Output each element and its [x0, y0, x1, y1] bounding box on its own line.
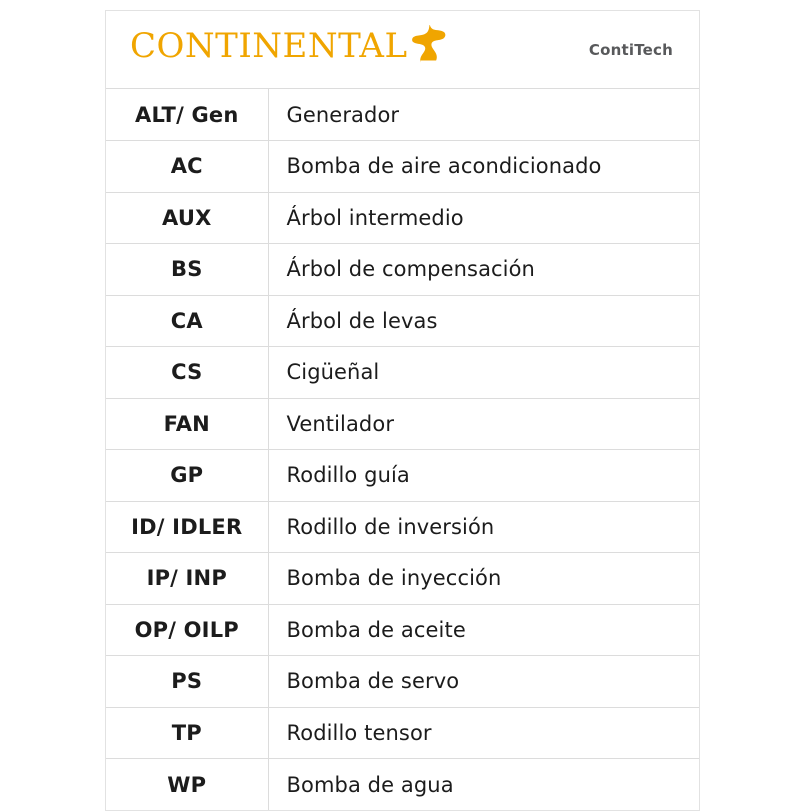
prancing-horse-icon	[412, 25, 446, 63]
table-row	[106, 398, 699, 450]
abbreviation-description: Ventilador	[268, 398, 699, 450]
contitech-label: ContiTech	[588, 41, 673, 59]
table-row	[106, 501, 699, 553]
abbreviation-code: ID/ IDLER	[106, 501, 268, 553]
brand-header	[106, 11, 699, 89]
abbreviation-code: AUX	[106, 192, 268, 244]
table-row	[106, 192, 699, 244]
table-row	[106, 553, 699, 605]
table-row	[106, 656, 699, 708]
abbreviation-description: Rodillo tensor	[268, 707, 699, 759]
continental-logo	[130, 27, 446, 65]
table-row	[106, 295, 699, 347]
abbreviation-description: Bomba de aire acondicionado	[268, 141, 699, 193]
table-row	[106, 141, 699, 193]
abbreviation-description: Rodillo de inversión	[268, 501, 699, 553]
abbreviation-description: Árbol de compensación	[268, 244, 699, 296]
abbreviation-code: FAN	[106, 398, 268, 450]
abbreviation-code: WP	[106, 759, 268, 811]
abbreviation-description: Árbol intermedio	[268, 192, 699, 244]
abbreviation-code: BS	[106, 244, 268, 296]
legend-sheet	[105, 10, 700, 811]
table-row	[106, 759, 699, 811]
table-row	[106, 604, 699, 656]
abbreviation-description: Bomba de agua	[286, 772, 454, 797]
abbreviation-description: Rodillo guía	[268, 450, 699, 502]
abbreviation-description: Cigüeñal	[268, 347, 699, 399]
abbreviation-description: Árbol de levas	[268, 295, 699, 347]
table-row	[106, 89, 699, 141]
abbreviation-code: AC	[106, 141, 268, 193]
abbreviation-code: CS	[106, 347, 268, 399]
abbreviation-code: ALT/ Gen	[106, 89, 268, 141]
table-row	[106, 244, 699, 296]
table-row	[106, 450, 699, 502]
abbreviation-code: PS	[106, 656, 268, 708]
abbreviation-code: OP/ OILP	[106, 604, 268, 656]
abbreviation-code: IP/ INP	[106, 553, 268, 605]
abbreviation-description: Bomba de aceite	[268, 604, 699, 656]
brand-wordmark: CONTINENTAL	[130, 26, 408, 66]
abbreviation-code: CA	[106, 295, 268, 347]
abbreviation-code: TP	[106, 707, 268, 759]
abbreviation-description: Bomba de servo	[268, 656, 699, 708]
abbreviation-description: Generador	[268, 89, 699, 141]
abbreviation-description: Bomba de inyección	[268, 553, 699, 605]
abbreviation-table	[106, 89, 699, 810]
abbreviation-code: GP	[106, 450, 268, 502]
table-row	[106, 347, 699, 399]
table-row	[106, 707, 699, 759]
